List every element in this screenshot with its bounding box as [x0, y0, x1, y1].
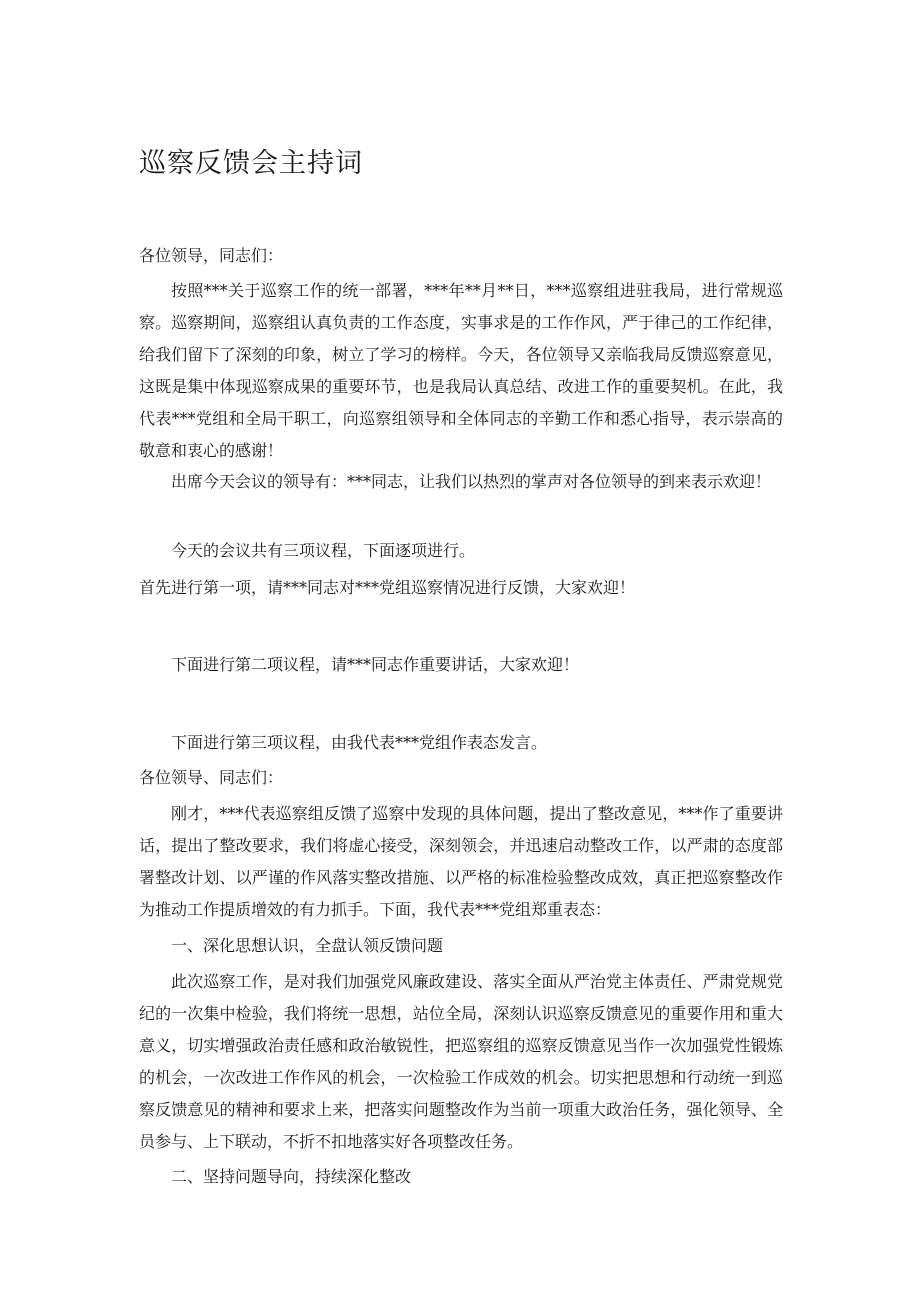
salutation: 各位领导，同志们： [139, 246, 284, 265]
opening-paragraph: 按照***关于巡察工作的统一部署，***年**月**日，***巡察组进驻我局，进行常规巡察。巡察期间，巡察组认真负责的工作态度，实事求是的工作作风，严于律己的工作纪律，给我们留下了深刻的印象，树立了学习的榜样。今天，各位领导又亲临我局反馈巡察意见，这既是集中体现巡察成果的重要环节，也是我局认真总结、改进工作的重要契机。在此，我代表***党组和全局干职工，向巡察组领导和全体同志的辛勤工作和悉心指导，表示崇高的敬意和衷心的感谢！ [139, 281, 783, 460]
agenda-item-3: 下面进行第三项议程，由我代表***党组作表态发言。 [171, 733, 548, 752]
statement-paragraph: 刚才，***代表巡察组反馈了巡察中发现的具体问题，提出了整改意见，***作了重要讲话，提出了整改要求，我们将虚心接受，深刻领会，并迅速启动整改工作，以严肃的态度部署整改计划、以严谨的作风落实整改措施、以严格的标准检验整改成效，真正把巡察整改作为推动工作提质增效的有力抓手。下面，我代表***党组郑重表态： [139, 804, 783, 919]
agenda-item-2: 下面进行第二项议程，请***同志作重要讲话，大家欢迎！ [171, 655, 580, 674]
section-1-paragraph: 此次巡察工作，是对我们加强党风廉政建设、落实全面从严治党主体责任、严肃党规党纪的一次集中检验，我们将统一思想，站位全局，深刻认识巡察反馈意见的重要作用和重大意义，切实增强政治责任感和政治敏锐性，把巡察组的巡察反馈意见当作一次加强党性锻炼的机会，一次改进工作作风的机会，一次检验工作成效的机会。切实把思想和行动统一到巡察反馈意见的精神和要求上来，把落实问题整改作为当前一项重大政治任务，强化领导、全员参与、上下联动，不折不扣地落实好各项整改任务。 [139, 972, 783, 1151]
second-salutation: 各位领导、同志们： [139, 768, 284, 787]
agenda-paragraph: 今天的会议共有三项议程，下面逐项进行。 [171, 541, 476, 560]
agenda-item-1: 首先进行第一项，请***同志对***党组巡察情况进行反馈，大家欢迎！ [139, 578, 636, 597]
attendees-paragraph: 出席今天会议的领导有：***同志，让我们以热烈的掌声对各位领导的到来表示欢迎！ [171, 472, 772, 491]
section-heading-2: 二、坚持问题导向，持续深化整改 [171, 1167, 412, 1186]
document-title: 巡察反馈会主持词 [139, 148, 363, 179]
section-heading-1: 一、深化思想认识，全盘认领反馈问题 [171, 936, 444, 955]
